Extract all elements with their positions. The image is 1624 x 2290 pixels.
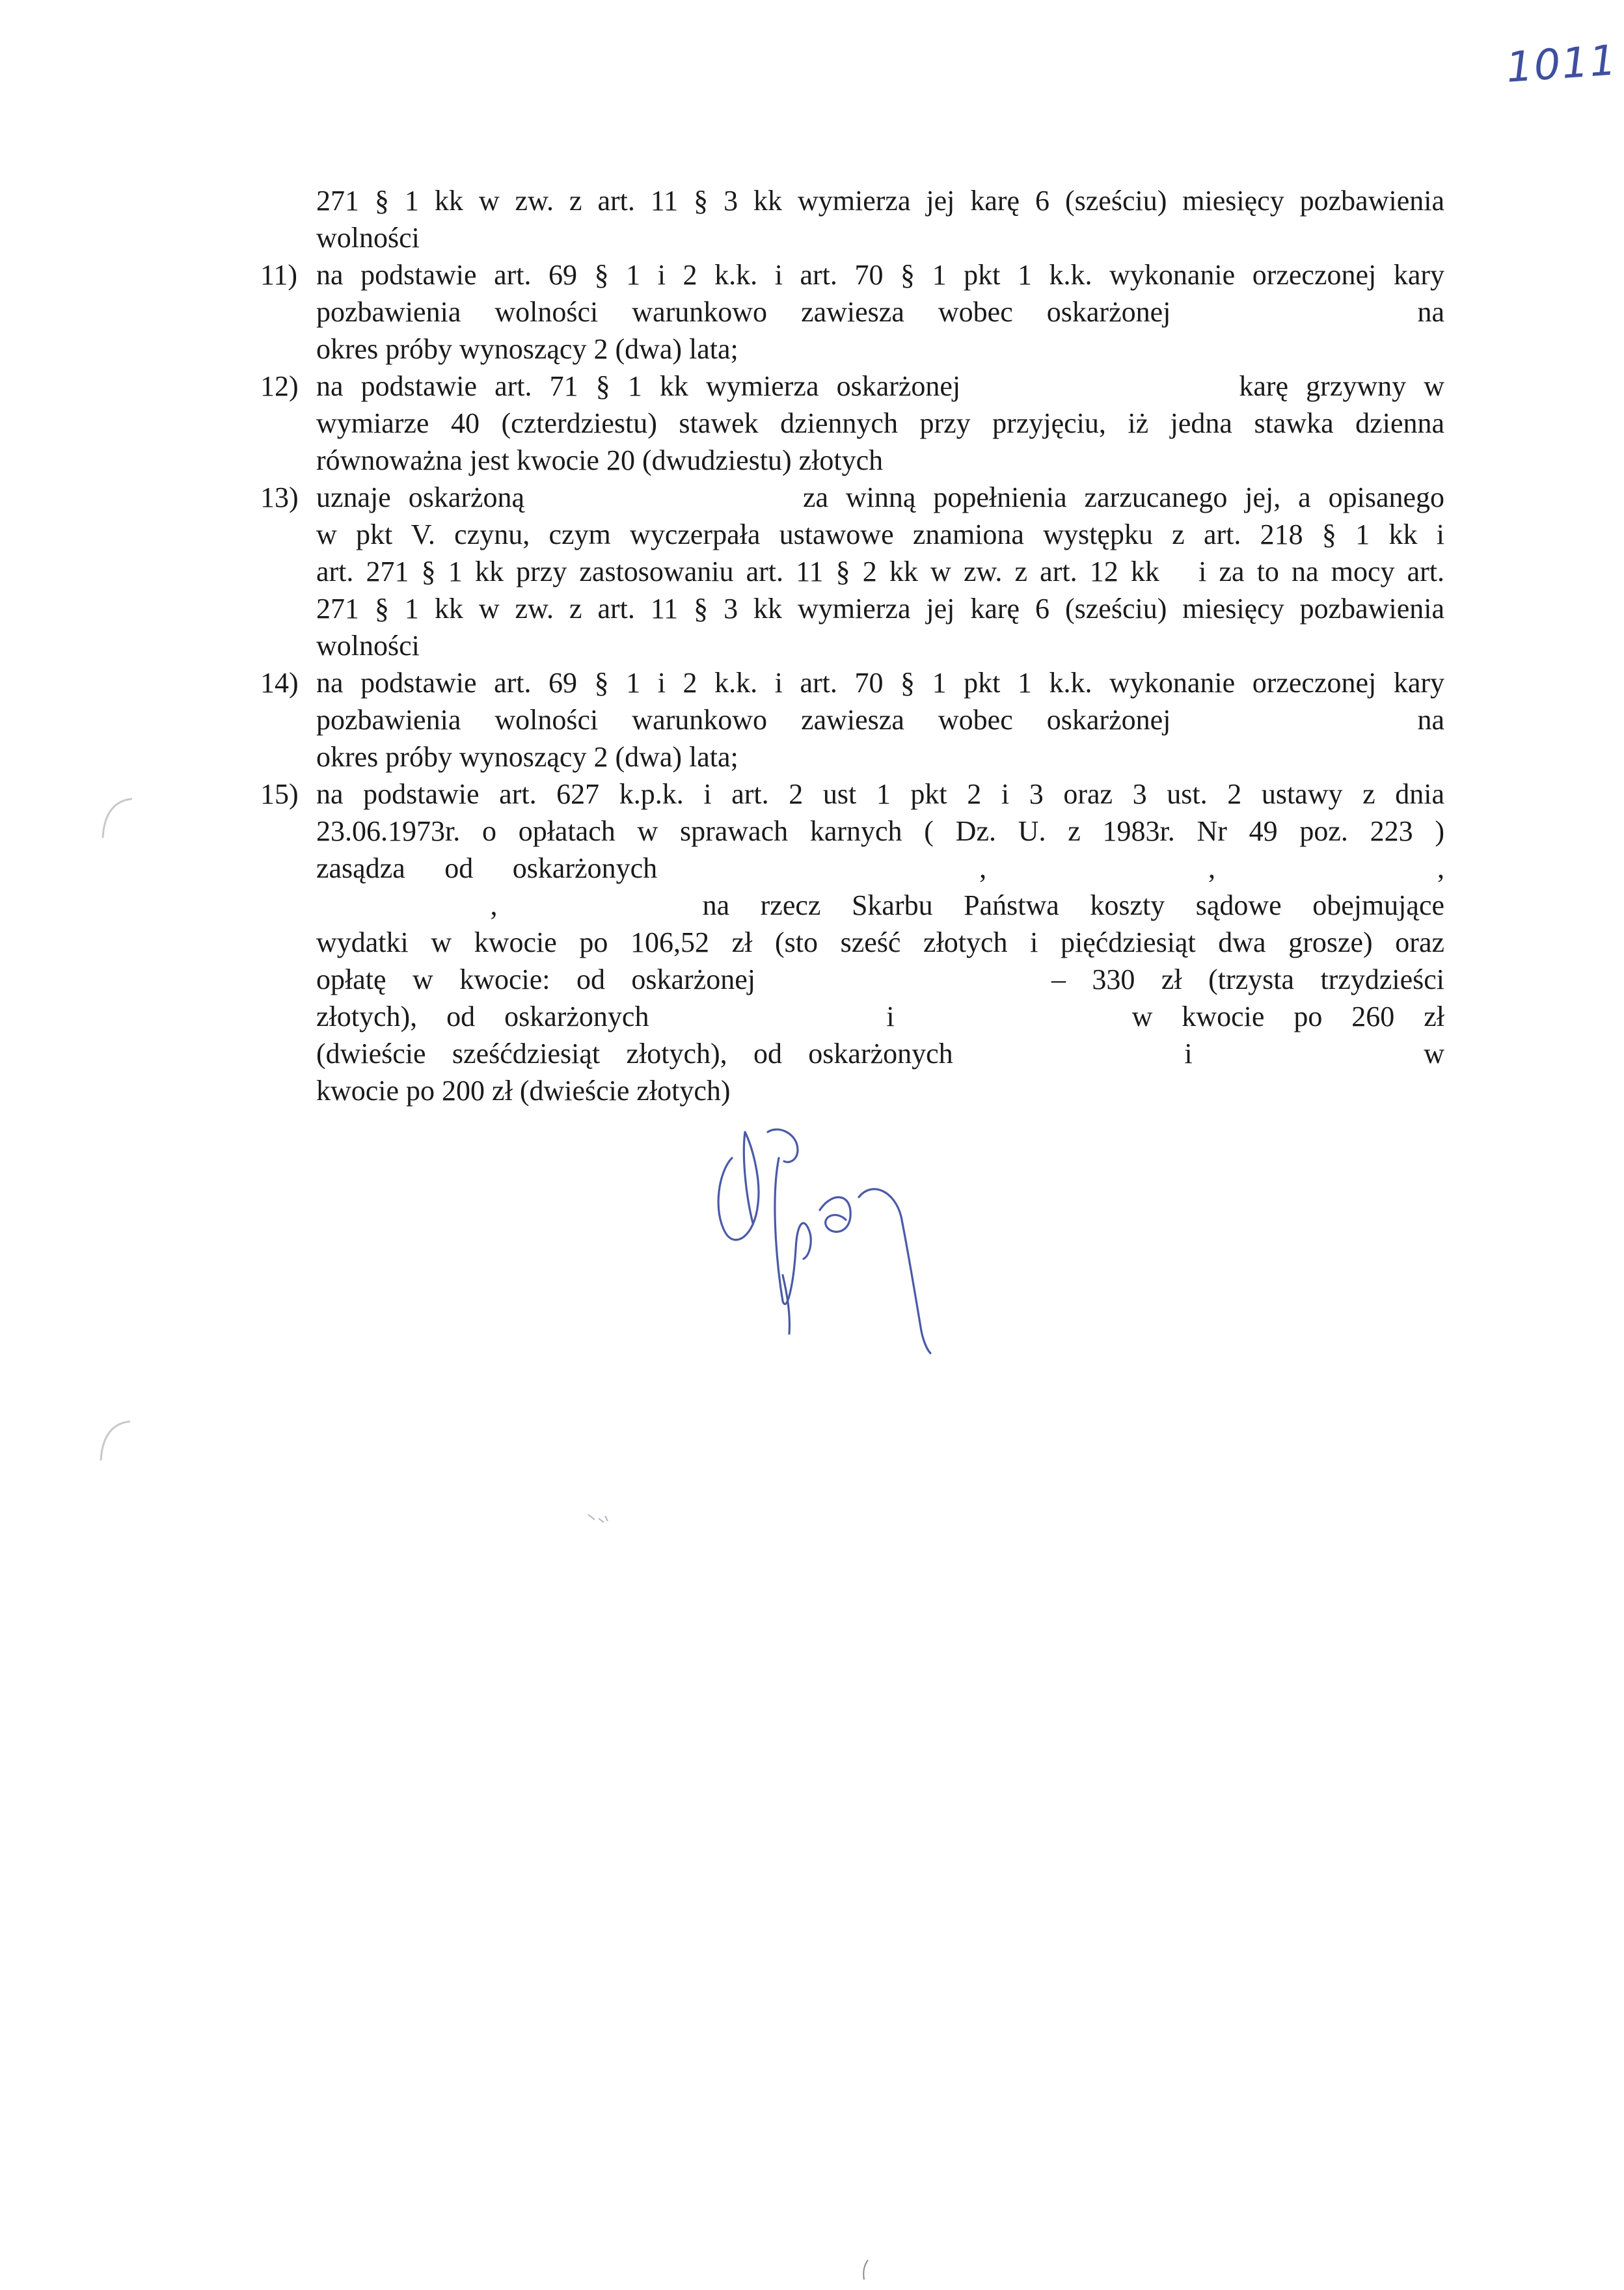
text-line: wolności — [316, 630, 420, 662]
text-line: (dwieście sześćdziesiąt złotych), od oskarżonych i w — [316, 1038, 1445, 1070]
text-line: na podstawie art. 69 § 1 i 2 k.k. i art. 70 § 1 pkt 1 k.k. wykonanie orzeczonej kary — [316, 259, 1444, 291]
text-line: pozbawienia wolności warunkowo zawiesza wobec oskarżonej na — [316, 704, 1444, 736]
text-line: wymiarze 40 (czterdziestu) stawek dziennych przy przyjęciu, iż jedna stawka dzienna — [316, 407, 1444, 439]
text-line: 271 § 1 kk w zw. z art. 11 § 3 kk wymierza jej karę 6 (sześciu) miesięcy pozbawienia — [316, 593, 1444, 625]
text-line: w pkt V. czynu, czym wyczerpała ustawowe znamiona występku z art. 218 § 1 kk i — [316, 519, 1444, 550]
list-item-11 — [260, 256, 1444, 368]
text-line: zasądza od oskarżonych , , , — [316, 852, 1445, 884]
text-line: 271 § 1 kk w zw. z art. 11 § 3 kk wymierza jej karę 6 (sześciu) miesięcy pozbawienia — [316, 185, 1444, 217]
text-line: okres próby wynoszący 2 (dwa) lata; — [316, 333, 738, 365]
item-number: 15) — [260, 778, 299, 810]
text-line: kwocie po 200 zł (dwieście złotych) — [316, 1075, 731, 1107]
item-text — [316, 256, 1444, 368]
continued-paragraph — [260, 182, 1444, 256]
list-item-15 — [260, 775, 1444, 1109]
item-text — [316, 664, 1444, 775]
item-number: 14) — [260, 667, 299, 699]
item-number: 13) — [260, 481, 299, 513]
text-line: równoważna jest kwocie 20 (dwudziestu) złotych — [316, 444, 884, 476]
text-line: na podstawie art. 71 § 1 kk wymierza oskarżonej karę grzywny w — [316, 370, 1445, 402]
text-line: okres próby wynoszący 2 (dwa) lata; — [316, 741, 738, 773]
scan-punch-hole-mark — [94, 1415, 133, 1467]
list-item-14 — [260, 664, 1444, 775]
scan-speck-mark — [859, 2257, 872, 2283]
handwritten-signature — [706, 1119, 1005, 1373]
item-number: 11) — [260, 259, 298, 291]
text-line: uznaje oskarżoną za winną popełnienia zarzucanego jej, a opisanego — [316, 481, 1445, 513]
scan-punch-hole-mark — [96, 792, 135, 844]
item-number: 12) — [260, 370, 299, 402]
text-line: opłatę w kwocie: od oskarżonej – 330 zł (trzysta trzydzieści — [316, 963, 1445, 995]
list-item-13 — [260, 479, 1444, 664]
item-text — [316, 479, 1444, 664]
text-line: złotych), od oskarżonych i w kwocie po 260 zł — [316, 1001, 1445, 1032]
text-line: wolności — [316, 222, 420, 254]
text-line: , na rzecz Skarbu Państwa koszty sądowe obejmujące — [490, 889, 1444, 921]
text-line: na podstawie art. 627 k.p.k. i art. 2 ust 1 pkt 2 i 3 oraz 3 ust. 2 ustawy z dnia — [316, 778, 1444, 810]
document-body — [260, 182, 1444, 1109]
text-line: art. 271 § 1 kk przy zastosowaniu art. 11 § 2 kk w zw. z art. 12 kk i za to na mocy art. — [316, 556, 1445, 587]
handwritten-page-number: 1011 — [1504, 36, 1619, 92]
text-line: pozbawienia wolności warunkowo zawiesza wobec oskarżonej na — [316, 296, 1444, 328]
item-text — [316, 368, 1444, 479]
text-line: 23.06.1973r. o opłatach w sprawach karnych ( Dz. U. z 1983r. Nr 49 poz. 223 ) — [316, 815, 1444, 847]
text-line: wydatki w kwocie po 106,52 zł (sto sześć złotych i pięćdziesiąt dwa grosze) oraz — [316, 926, 1444, 958]
scan-speck-mark — [586, 1509, 612, 1529]
text-line: na podstawie art. 69 § 1 i 2 k.k. i art. 70 § 1 pkt 1 k.k. wykonanie orzeczonej kary — [316, 667, 1444, 699]
item-text — [316, 775, 1444, 1109]
list-item-12 — [260, 368, 1444, 479]
